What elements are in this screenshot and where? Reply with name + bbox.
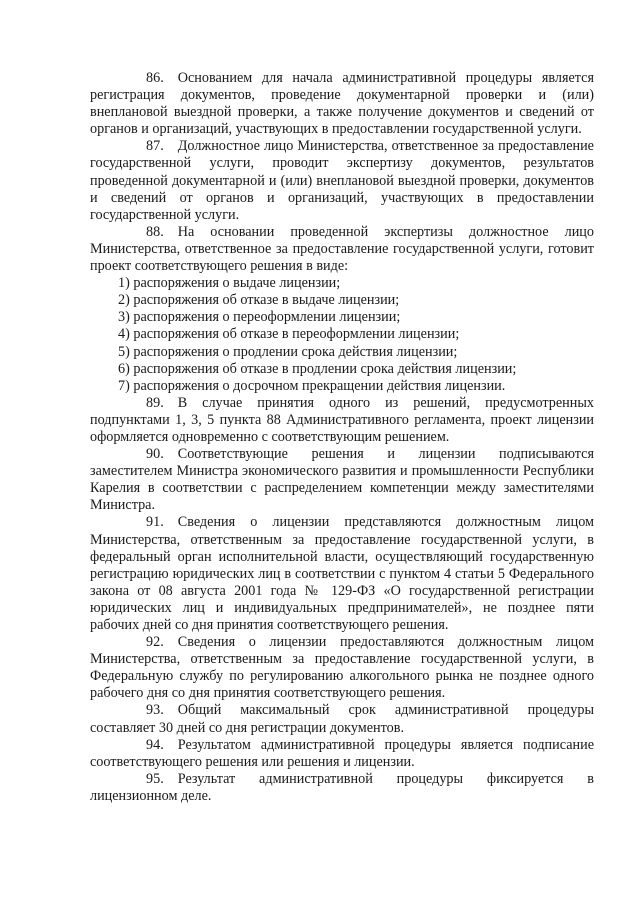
list-item: 4) распоряжения об отказе в переоформлении лицензии; [118,326,460,343]
list-item: 2) распоряжения об отказе в выдаче лицензии; [118,292,400,309]
list-item: 1) распоряжения о выдаче лицензии; [118,275,341,292]
list-item: 7) распоряжения о досрочном прекращении действия лицензии. [118,377,506,394]
paragraph-text: Соответствующие решения и лицензии подписываются заместителем Министра экономического развития и промышленности Республики Карелия в соответствии с распределением компетенции между заместителями Министра. [90,446,594,514]
paragraph-number: 92. [146,634,164,651]
paragraph-text: На основании проведенной экспертизы должностное лицо Министерства, ответственное за предоставление государственной услуги, готовит проект соответствующего решения в виде: [90,223,594,275]
paragraph-88 [90,224,594,275]
paragraph-89 [90,395,594,446]
paragraph-text: В случае принятия одного из решений, предусмотренных подпунктами 1, 3, 5 пункта 88 Административного регламента, проект лицензии оформляется одновременно с соответствующим решением. [90,394,594,445]
paragraph-87 [90,138,594,223]
paragraph-92 [90,634,594,702]
paragraph-text: Результатом административной процедуры является подписание соответствующего решения или решения и лицензии. [90,736,594,770]
paragraph-text: Результат административной процедуры фиксируется в лицензионном деле. [90,770,594,804]
paragraph-86 [90,70,594,138]
paragraph-number: 90. [146,446,164,463]
paragraph-text: Сведения о лицензии представляются должностным лицом Министерства, ответственным за предоставление государственной услуги, в федеральный орган исполнительной власти, осуществляющий государственную регистрацию юридических лиц в соответствии с пунктом 4 статьи 5 Федерального закона от 08 августа 2001 года № 129-ФЗ «О государственной регистрации юридических лиц и индивидуальных предпринимателей», не позднее пяти рабочих дней со дня принятия соответствующего решения. [90,514,594,633]
paragraph-number: 88. [146,223,164,240]
paragraph-number: 86. [146,70,164,86]
decision-list [90,275,594,395]
paragraph-number: 87. [146,138,164,155]
paragraph-number: 95. [146,770,164,787]
paragraph-number: 93. [146,702,164,719]
paragraph-number: 91. [146,514,164,531]
paragraph-text: Основанием для начала административной процедуры является регистрация документов, проведение документарной проверки и (или) внеплановой выездной проверки, а также получение документов и сведений от органов и организаций, участвующих в предоставлении государственной услуги. [90,70,594,138]
paragraph-text: Сведения о лицензии предоставляются должностным лицом Министерства, ответственным за предоставление государственной услуги, в Федеральную службу по регулированию алкогольного рынка не позднее одного рабочего дня со дня принятия соответствующего решения. [90,634,594,702]
list-item: 6) распоряжения об отказе в продлении срока действия лицензии; [118,360,517,377]
paragraph-number: 89. [146,394,164,411]
paragraph-text: Должностное лицо Министерства, ответственное за предоставление государственной услуги, проводит экспертизу документов, результатов проведенной документарной и (или) внеплановой выездной проверки, документов и сведений от органов и организаций, участвующих в предоставлении государственной услуги. [90,138,594,223]
paragraph-text: Общий максимальный срок административной процедуры составляет 30 дней со дня регистрации документов. [90,702,594,736]
list-item: 5) распоряжения о продлении срока действия лицензии; [118,343,458,360]
paragraph-91 [90,514,594,634]
paragraph-number: 94. [146,736,164,753]
paragraph-95 [90,771,594,805]
paragraph-90 [90,446,594,514]
paragraph-93 [90,702,594,736]
list-item: 3) распоряжения о переоформлении лицензии; [118,309,401,326]
paragraph-94 [90,737,594,771]
